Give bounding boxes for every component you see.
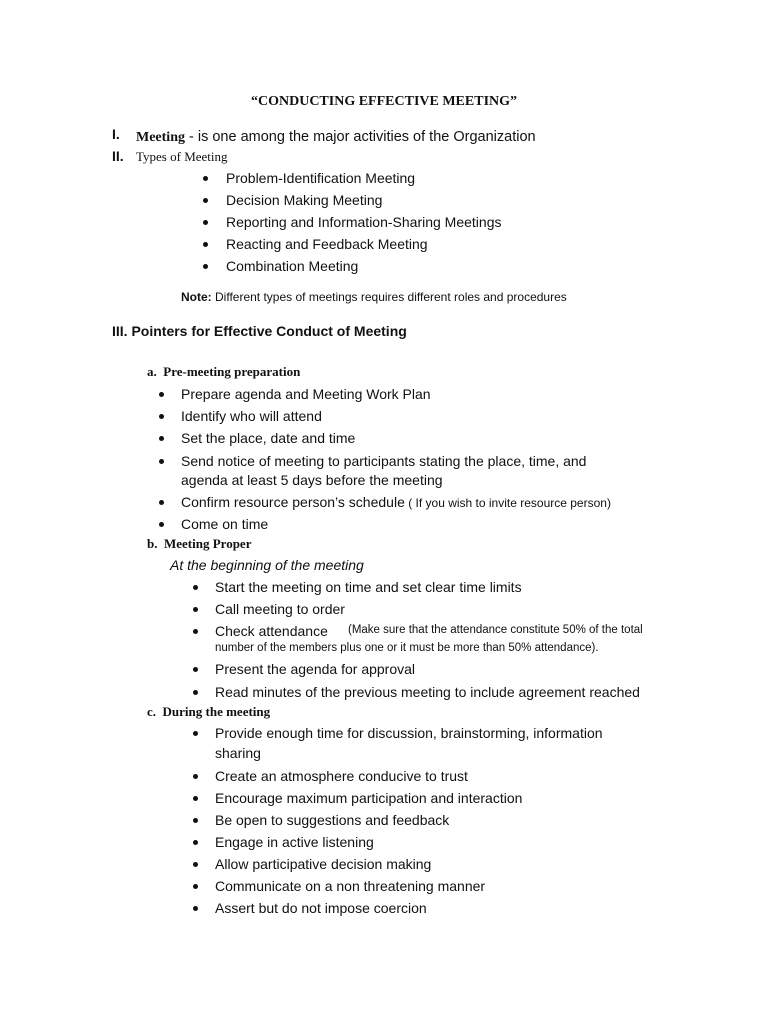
section-3-heading: [112, 323, 407, 339]
list-item: Present the agenda for approval: [215, 661, 416, 677]
bullet-dot: [159, 500, 164, 505]
bullet-dot: [203, 242, 208, 247]
bullet-dot: [193, 840, 198, 845]
list-item: Be open to suggestions and feedback: [215, 812, 450, 828]
bullet-dot: [203, 264, 208, 269]
list-item: [181, 493, 611, 512]
bullet-dot: [203, 198, 208, 203]
bullet-dot: [159, 522, 164, 527]
bullet-dot: [159, 436, 164, 441]
list-item: Check attendance: [215, 623, 328, 639]
bullet-dot: [203, 220, 208, 225]
list-item: Come on time: [181, 516, 269, 532]
list-item: Identify who will attend: [181, 408, 322, 424]
bullet-dot: [193, 629, 198, 634]
list-item: Engage in active listening: [215, 834, 374, 850]
list-item-continuation: number of the members plus one or it must be more than 50% attendance).: [215, 642, 599, 654]
bullet-dot: [159, 459, 164, 464]
subsection-b-letter: b.: [147, 536, 158, 551]
list-item: Communicate on a non threatening manner: [215, 878, 486, 894]
section-2-heading: Types of Meeting: [136, 149, 228, 164]
subsection-b-subheading: At the beginning of the meeting: [170, 557, 364, 573]
subsection-b-title: Meeting Proper: [163, 536, 252, 551]
meeting-term: Meeting: [136, 130, 185, 145]
bullet-dot: [203, 176, 208, 181]
list-item: Read minutes of the previous meeting to include agreement reached: [215, 684, 640, 700]
bullet-dot: [193, 667, 198, 672]
bullet-dot: [193, 796, 198, 801]
subsection-a-title: Pre-meeting preparation: [163, 364, 301, 379]
list-item: Set the place, date and time: [181, 430, 356, 446]
list-item: Reacting and Feedback Meeting: [226, 236, 428, 252]
bullet-dot: [193, 906, 198, 911]
list-item-main: Confirm resource person’s schedule: [181, 494, 405, 510]
bullet-dot: [193, 607, 198, 612]
bullet-dot: [159, 414, 164, 419]
section-1-text: [136, 127, 536, 147]
list-item: Create an atmosphere conducive to trust: [215, 768, 468, 784]
subsection-b-heading: [147, 536, 251, 552]
subsection-c-letter: c.: [147, 704, 157, 719]
list-item: Encourage maximum participation and interaction: [215, 790, 523, 806]
note-label: Note:: [181, 290, 212, 304]
subsection-c-heading: [147, 704, 270, 720]
bullet-dot: [193, 862, 198, 867]
subsection-a-heading: [147, 364, 300, 380]
bullet-dot: [193, 818, 198, 823]
bullet-dot: [193, 731, 198, 736]
list-item: Start the meeting on time and set clear time limits: [215, 579, 522, 595]
list-item: Reporting and Information-Sharing Meetings: [226, 214, 502, 230]
bullet-dot: [159, 392, 164, 397]
note-text: Different types of meetings requires different roles and procedures: [211, 290, 567, 304]
list-item: Call meeting to order: [215, 601, 345, 617]
list-item-aside: (Make sure that the attendance constitute 50% of the total: [348, 624, 643, 636]
bullet-dot: [193, 884, 198, 889]
subsection-a-letter: a.: [147, 364, 157, 379]
page-title: “CONDUCTING EFFECTIVE MEETING”: [250, 94, 518, 109]
bullet-dot: [193, 774, 198, 779]
list-item: Problem-Identification Meeting: [226, 170, 416, 186]
list-item: Provide enough time for discussion, brainstorming, information: [215, 725, 603, 741]
list-item: Prepare agenda and Meeting Work Plan: [181, 386, 431, 402]
subsection-c-title: During the meeting: [162, 704, 271, 719]
list-item: Decision Making Meeting: [226, 192, 383, 208]
note: [181, 290, 567, 304]
list-item: Combination Meeting: [226, 258, 359, 274]
bullet-dot: [193, 585, 198, 590]
section-3-numeral: III.: [112, 323, 128, 339]
meeting-definition: - is one among the major activities of the Organization: [184, 129, 536, 145]
section-2-numeral: II.: [112, 148, 124, 164]
list-item: Allow participative decision making: [215, 856, 432, 872]
section-1-numeral: I.: [112, 126, 120, 142]
section-3-title: Pointers for Effective Conduct of Meeting: [131, 323, 407, 339]
list-item-continuation: sharing: [215, 745, 261, 761]
list-item-continuation: agenda at least 5 days before the meeting: [181, 472, 443, 488]
bullet-dot: [193, 690, 198, 695]
list-item-aside: ( If you wish to invite resource person): [404, 496, 611, 510]
list-item: Assert but do not impose coercion: [215, 900, 427, 916]
list-item: Send notice of meeting to participants stating the place, time, and: [181, 453, 587, 469]
